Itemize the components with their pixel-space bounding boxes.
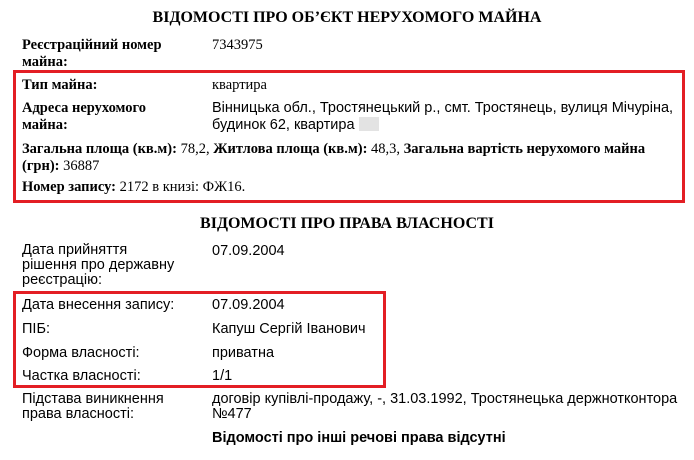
decision-date-label: Дата прийняття рішення про державну реєстрацію:: [22, 242, 175, 288]
ownership-share-label: Частка власності:: [22, 368, 141, 384]
entry-date-label: Дата внесення запису:: [22, 297, 175, 313]
area-and-value-row: [22, 141, 682, 175]
total-value-label: Загальна вартість нерухомого майна (грн):: [22, 141, 646, 174]
address-text: Вінницька обл., Тростянецький р., смт. Тростянець, вулиця Мічуріна, будинок 62, квартира: [212, 100, 674, 133]
decision-date-value: 07.09.2004: [212, 243, 285, 259]
entry-date-value: 07.09.2004: [212, 297, 285, 313]
record-number-label: Номер запису:: [22, 179, 116, 195]
address-value: [212, 100, 682, 134]
registration-number-label: Реєстраційний номер майна:: [22, 37, 162, 70]
address-label: Адреса нерухомого майна:: [22, 100, 146, 133]
property-section-heading: ВІДОМОСТІ ПРО ОБ’ЄКТ НЕРУХОМОГО МАЙНА: [152, 9, 542, 26]
registration-number-value: 7343975: [212, 37, 263, 53]
basis-label: Підстава виникнення права власності:: [22, 391, 164, 422]
ownership-share-value: 1/1: [212, 368, 233, 384]
property-type-label: Тип майна:: [22, 77, 98, 93]
redacted-apartment-number: [359, 117, 379, 131]
other-rights-note: Відомості про інші речові права відсутні: [212, 430, 506, 446]
ownership-form-label: Форма власності:: [22, 345, 140, 361]
total-value-value: 36887: [63, 158, 100, 174]
property-type-value: квартира: [212, 77, 267, 93]
owner-name-value: Капуш Сергій Іванович: [212, 321, 366, 337]
ownership-section-heading: ВІДОМОСТІ ПРО ПРАВА ВЛАСНОСТІ: [200, 215, 494, 232]
living-area-label: Житлова площа (кв.м):: [213, 141, 368, 157]
living-area-value: 48,3,: [371, 141, 401, 157]
ownership-form-value: приватна: [212, 345, 275, 361]
owner-name-label: ПІБ:: [22, 321, 50, 337]
total-area-value: 78,2,: [180, 141, 210, 157]
record-number-row: [22, 179, 245, 196]
total-area-label: Загальна площа (кв.м):: [22, 141, 177, 157]
record-number-value: 2172 в книзі: ФЖ16.: [119, 179, 246, 195]
basis-value: договір купівлі-продажу, -, 31.03.1992, Тростянецька держнотконтора №477: [212, 391, 678, 422]
